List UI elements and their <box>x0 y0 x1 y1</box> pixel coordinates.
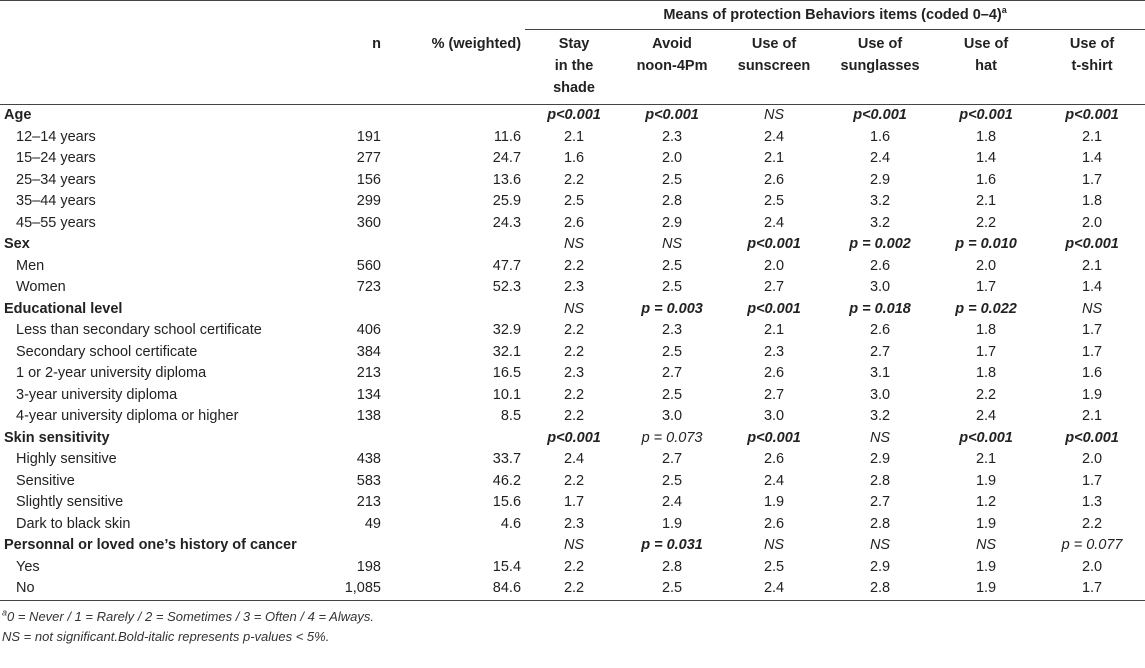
cell-mean: 2.6 <box>763 515 785 532</box>
table-row <box>0 277 1145 299</box>
behavior-header <box>933 30 1039 105</box>
cell-mean: 2.0 <box>763 257 785 274</box>
cell-n: 213 <box>356 494 381 510</box>
group-label: Personnal or loved one’s history of cancer <box>4 537 297 553</box>
row-label: Less than secondary school certificate <box>16 322 262 338</box>
table-row <box>0 320 1145 342</box>
cell-mean: 2.4 <box>763 472 785 489</box>
group-row <box>0 234 1145 256</box>
cell-pct: 15.4 <box>492 558 522 575</box>
cell-mean: 1.9 <box>975 472 997 489</box>
cell-n: 138 <box>356 408 381 424</box>
cell-mean: 2.3 <box>661 128 683 145</box>
table-row <box>0 385 1145 407</box>
cell-pct: 11.6 <box>493 128 522 145</box>
cell-mean: 1.9 <box>1081 386 1103 403</box>
behavior-header-line: noon-4Pm <box>636 58 708 74</box>
cell-mean: 1.7 <box>1081 171 1103 188</box>
table-row <box>0 492 1145 514</box>
table-row <box>0 449 1145 471</box>
cell-mean: 2.7 <box>869 494 891 510</box>
cell-mean: 2.2 <box>525 578 623 600</box>
group-label: Educational level <box>4 300 123 317</box>
cell-mean: 2.1 <box>1081 128 1103 145</box>
group-label: Sex <box>4 236 30 252</box>
behavior-header-line: shade <box>553 80 595 96</box>
cell-mean: 2.8 <box>661 558 683 575</box>
row-label: Yes <box>16 558 40 575</box>
cell-pct: 24.7 <box>492 150 522 166</box>
cell-n: 213 <box>356 365 381 381</box>
cell-mean: 2.8 <box>827 578 933 600</box>
cell-mean: 1.7 <box>563 494 585 510</box>
table-row <box>0 127 1145 149</box>
behavior-header <box>1039 30 1145 105</box>
cell-mean: 2.0 <box>661 150 683 166</box>
p-value: p = 0.010 <box>955 236 1017 252</box>
cell-mean: 1.4 <box>1081 279 1103 295</box>
cell-mean: 2.5 <box>563 193 585 209</box>
p-value: p<0.001 <box>1065 107 1119 123</box>
cell-pct: 25.9 <box>492 193 522 209</box>
col-label-header <box>0 30 293 105</box>
p-value: NS <box>869 537 891 553</box>
cell-n: 198 <box>356 558 381 575</box>
cell-n: 406 <box>356 322 381 338</box>
footnotes <box>0 607 1145 647</box>
cell-mean: 1.8 <box>975 365 997 381</box>
row-label: Highly sensitive <box>16 451 117 467</box>
table-row <box>0 170 1145 192</box>
p-value: NS <box>563 236 585 252</box>
p-value: p<0.001 <box>853 107 907 123</box>
behavior-header-line: Use of <box>963 36 1009 52</box>
row-label: 25–34 years <box>16 171 96 188</box>
cell-mean: 1.7 <box>1081 322 1103 338</box>
cell-pct: 46.2 <box>492 472 522 489</box>
cell-n: 299 <box>356 193 381 209</box>
cell-mean: 2.5 <box>661 171 683 188</box>
cell-mean: 1.9 <box>763 494 785 510</box>
p-value: p<0.001 <box>959 429 1013 446</box>
cell-mean: 2.2 <box>1081 515 1103 532</box>
p-value: p = 0.002 <box>849 236 911 252</box>
cell-n: 360 <box>356 214 381 231</box>
cell-mean: 1.7 <box>1039 578 1145 600</box>
cell-mean: 1.6 <box>563 150 585 166</box>
p-value: p = 0.003 <box>641 300 703 317</box>
cell-mean: 2.9 <box>869 558 891 575</box>
table-row <box>0 342 1145 364</box>
p-value: p = 0.022 <box>955 300 1017 317</box>
cell-mean: 2.0 <box>1081 451 1103 467</box>
p-value: NS <box>869 429 891 446</box>
cell-mean: 1.8 <box>975 128 997 145</box>
cell-mean: 1.7 <box>1081 343 1103 360</box>
behavior-header <box>623 30 721 105</box>
table-body <box>0 105 1145 601</box>
p-value: NS <box>661 236 683 252</box>
cell-mean: 3.2 <box>869 408 891 424</box>
cell-n: 49 <box>364 515 381 532</box>
table-row <box>0 191 1145 213</box>
cell-pct: 33.7 <box>492 451 522 467</box>
cell-pct: 32.9 <box>492 322 522 338</box>
cell-n: 583 <box>356 472 381 489</box>
cell-mean: 2.3 <box>563 279 585 295</box>
behavior-header <box>525 30 623 105</box>
p-value: p<0.001 <box>747 236 801 252</box>
p-value: NS <box>763 107 785 123</box>
p-value: p<0.001 <box>547 429 601 446</box>
table-header <box>0 1 1145 105</box>
cell-n: 723 <box>356 279 381 295</box>
cell-mean: 1.8 <box>1081 193 1103 209</box>
cell-mean: 2.7 <box>869 343 891 360</box>
cell-pct: 10.1 <box>492 386 522 403</box>
cell-pct: 13.6 <box>492 171 522 188</box>
cell-pct: 8.5 <box>500 408 522 424</box>
cell-mean: 2.1 <box>975 193 997 209</box>
cell-mean: 2.1 <box>763 150 785 166</box>
cell-mean: 2.1 <box>975 451 997 467</box>
row-label: 35–44 years <box>16 193 96 209</box>
cell-mean: 2.2 <box>563 386 585 403</box>
table-row <box>0 363 1145 385</box>
cell-mean: 1.7 <box>975 343 997 360</box>
cell-mean: 3.0 <box>869 386 891 403</box>
cell-n: 1,085 <box>293 578 385 600</box>
group-row <box>0 299 1145 321</box>
row-label: Sensitive <box>16 472 75 489</box>
table-row <box>0 256 1145 278</box>
cell-mean: 2.6 <box>563 214 585 231</box>
group-label: Age <box>4 107 32 123</box>
cell-pct: 84.6 <box>385 578 525 600</box>
table-row <box>0 578 1145 600</box>
cell-mean: 2.2 <box>563 171 585 188</box>
p-value: NS <box>1081 300 1103 317</box>
cell-mean: 2.3 <box>563 365 585 381</box>
cell-mean: 2.5 <box>661 343 683 360</box>
table-row <box>0 514 1145 536</box>
p-value: p = 0.018 <box>849 300 911 317</box>
cell-pct: 32.1 <box>492 343 522 360</box>
cell-mean: 2.7 <box>763 279 785 295</box>
p-value: p = 0.073 <box>641 429 703 446</box>
cell-mean: 1.6 <box>975 171 997 188</box>
behavior-header-line: Use of <box>751 36 797 52</box>
p-value: p = 0.077 <box>1061 537 1123 553</box>
col-pct-header: % (weighted) <box>385 30 525 105</box>
group-label: Skin sensitivity <box>4 429 110 446</box>
cell-mean: 2.2 <box>563 322 585 338</box>
cell-mean: 3.2 <box>869 193 891 209</box>
cell-n: 560 <box>356 257 381 274</box>
cell-mean: 1.7 <box>975 279 997 295</box>
row-label: 12–14 years <box>16 128 96 145</box>
group-row <box>0 535 1145 557</box>
cell-mean: 1.4 <box>975 150 997 166</box>
cell-mean: 2.1 <box>563 128 585 145</box>
group-row <box>0 105 1145 127</box>
cell-mean: 2.8 <box>869 472 891 489</box>
cell-mean: 2.2 <box>563 408 585 424</box>
cell-pct: 52.3 <box>492 279 522 295</box>
behavior-header-line: t-shirt <box>1071 58 1113 74</box>
cell-mean: 1.7 <box>1081 472 1103 489</box>
cell-mean: 2.5 <box>763 558 785 575</box>
cell-mean: 3.0 <box>869 279 891 295</box>
cell-mean: 2.4 <box>763 128 785 145</box>
p-value: p<0.001 <box>547 107 601 123</box>
cell-mean: 2.5 <box>661 279 683 295</box>
table-row <box>0 148 1145 170</box>
cell-mean: 2.9 <box>869 171 891 188</box>
behavior-header-line: in the <box>554 58 594 74</box>
cell-pct: 4.6 <box>500 515 522 532</box>
cell-mean: 2.7 <box>661 365 683 381</box>
behavior-header-line: sunscreen <box>737 58 811 74</box>
cell-mean: 1.6 <box>869 128 891 145</box>
p-value: p<0.001 <box>747 429 801 446</box>
row-label: Secondary school certificate <box>16 343 198 360</box>
p-value: NS <box>563 300 585 317</box>
footnote-ns: NS = not significant.Bold-italic represents p-values < 5%. <box>2 628 330 644</box>
cell-mean: 2.9 <box>661 214 683 231</box>
cell-mean: 2.2 <box>563 472 585 489</box>
cell-mean: 2.6 <box>763 451 785 467</box>
behavior-header-line: Stay <box>558 36 590 52</box>
cell-mean: 2.6 <box>763 365 785 381</box>
cell-mean: 2.7 <box>763 386 785 403</box>
footnote-a: $^a$0 = Never / 1 = Rarely / 2 = Sometimes / 3 = Often / 4 = Always. <box>2 607 374 624</box>
row-label: 4-year university diploma or higher <box>16 408 239 424</box>
behavior-header <box>827 30 933 105</box>
p-value: p<0.001 <box>1065 236 1119 252</box>
cell-mean: 2.0 <box>975 257 997 274</box>
cell-mean: 2.7 <box>661 451 683 467</box>
cell-n: 191 <box>356 128 381 145</box>
cell-mean: 1.8 <box>975 322 997 338</box>
cell-mean: 2.3 <box>661 322 683 338</box>
table-row <box>0 406 1145 428</box>
cell-mean: 2.2 <box>563 257 585 274</box>
cell-mean: 2.1 <box>763 322 785 338</box>
cell-mean: 1.4 <box>1081 150 1103 166</box>
row-label: Dark to black skin <box>16 515 131 532</box>
cell-n: 438 <box>356 451 381 467</box>
cell-n: 277 <box>356 150 381 166</box>
table-row <box>0 471 1145 493</box>
cell-mean: 2.8 <box>661 193 683 209</box>
row-label: Slightly sensitive <box>16 494 124 510</box>
cell-n: 384 <box>356 343 381 360</box>
table-row <box>0 213 1145 235</box>
cell-mean: 2.0 <box>1081 214 1103 231</box>
spanner-header: Means of protection Behaviors items (coded 0–4)$^a$ <box>525 1 1145 30</box>
cell-mean: 2.5 <box>661 257 683 274</box>
group-row <box>0 428 1145 450</box>
cell-mean: 1.2 <box>975 494 997 510</box>
cell-mean: 2.4 <box>869 150 891 166</box>
behavior-header-line: Avoid <box>652 36 692 52</box>
p-value: p<0.001 <box>959 107 1013 123</box>
cell-mean: 1.6 <box>1081 365 1103 381</box>
cell-mean: 1.9 <box>975 558 997 575</box>
col-n-header: n <box>293 30 385 105</box>
cell-mean: 2.2 <box>563 343 585 360</box>
cell-mean: 2.5 <box>623 578 721 600</box>
cell-mean: 3.0 <box>661 408 683 424</box>
cell-mean: 2.1 <box>1081 257 1103 274</box>
cell-mean: 2.5 <box>763 193 785 209</box>
row-label: 1 or 2-year university diploma <box>16 365 207 381</box>
p-value: p<0.001 <box>645 107 699 123</box>
cell-mean: 2.9 <box>869 451 891 467</box>
p-value: NS <box>975 537 997 553</box>
p-value: NS <box>763 537 785 553</box>
cell-mean: 2.0 <box>1081 558 1103 575</box>
behavior-header-line: sunglasses <box>840 58 920 74</box>
row-label: Men <box>16 257 45 274</box>
cell-pct: 15.6 <box>492 494 522 510</box>
p-value: NS <box>563 537 585 553</box>
cell-mean: 2.8 <box>869 515 891 532</box>
p-value: p<0.001 <box>1065 429 1119 446</box>
cell-mean: 1.9 <box>975 515 997 532</box>
cell-mean: 2.4 <box>661 494 683 510</box>
cell-mean: 2.4 <box>721 578 827 600</box>
cell-mean: 2.6 <box>763 171 785 188</box>
cell-n: 156 <box>356 171 381 188</box>
cell-pct: 24.3 <box>492 214 522 231</box>
cell-pct: 47.7 <box>492 257 522 274</box>
behavior-header <box>721 30 827 105</box>
behavior-header-line: Use of <box>1069 36 1115 52</box>
cell-mean: 3.1 <box>869 365 891 381</box>
behavior-header-line: Use of <box>857 36 903 52</box>
row-label: Women <box>16 279 66 295</box>
cell-mean: 2.2 <box>563 558 585 575</box>
cell-mean: 2.1 <box>1081 408 1103 424</box>
cell-mean: 2.6 <box>869 322 891 338</box>
p-value: p<0.001 <box>747 300 801 317</box>
cell-mean: 2.4 <box>975 408 997 424</box>
cell-pct: 16.5 <box>492 365 522 381</box>
cell-mean: 2.5 <box>661 386 683 403</box>
cell-mean: 2.4 <box>763 214 785 231</box>
p-value: p = 0.031 <box>641 537 703 553</box>
row-label: 3-year university diploma <box>16 386 178 403</box>
cell-mean: 3.2 <box>869 214 891 231</box>
cell-mean: 1.9 <box>661 515 683 532</box>
cell-mean: 2.5 <box>661 472 683 489</box>
cell-mean: 3.0 <box>763 408 785 424</box>
row-label: No <box>0 578 293 600</box>
cell-mean: 2.3 <box>763 343 785 360</box>
cell-mean: 2.3 <box>563 515 585 532</box>
behavior-header-line: hat <box>975 58 997 74</box>
cell-n: 134 <box>356 386 381 403</box>
cell-mean: 2.2 <box>975 386 997 403</box>
row-label: 15–24 years <box>16 150 96 166</box>
cell-mean: 1.9 <box>933 578 1039 600</box>
cell-mean: 2.4 <box>563 451 585 467</box>
cell-mean: 1.3 <box>1081 494 1103 510</box>
table-row <box>0 557 1145 579</box>
row-label: 45–55 years <box>16 214 96 231</box>
cell-mean: 2.2 <box>975 214 997 231</box>
cell-mean: 2.6 <box>869 257 891 274</box>
